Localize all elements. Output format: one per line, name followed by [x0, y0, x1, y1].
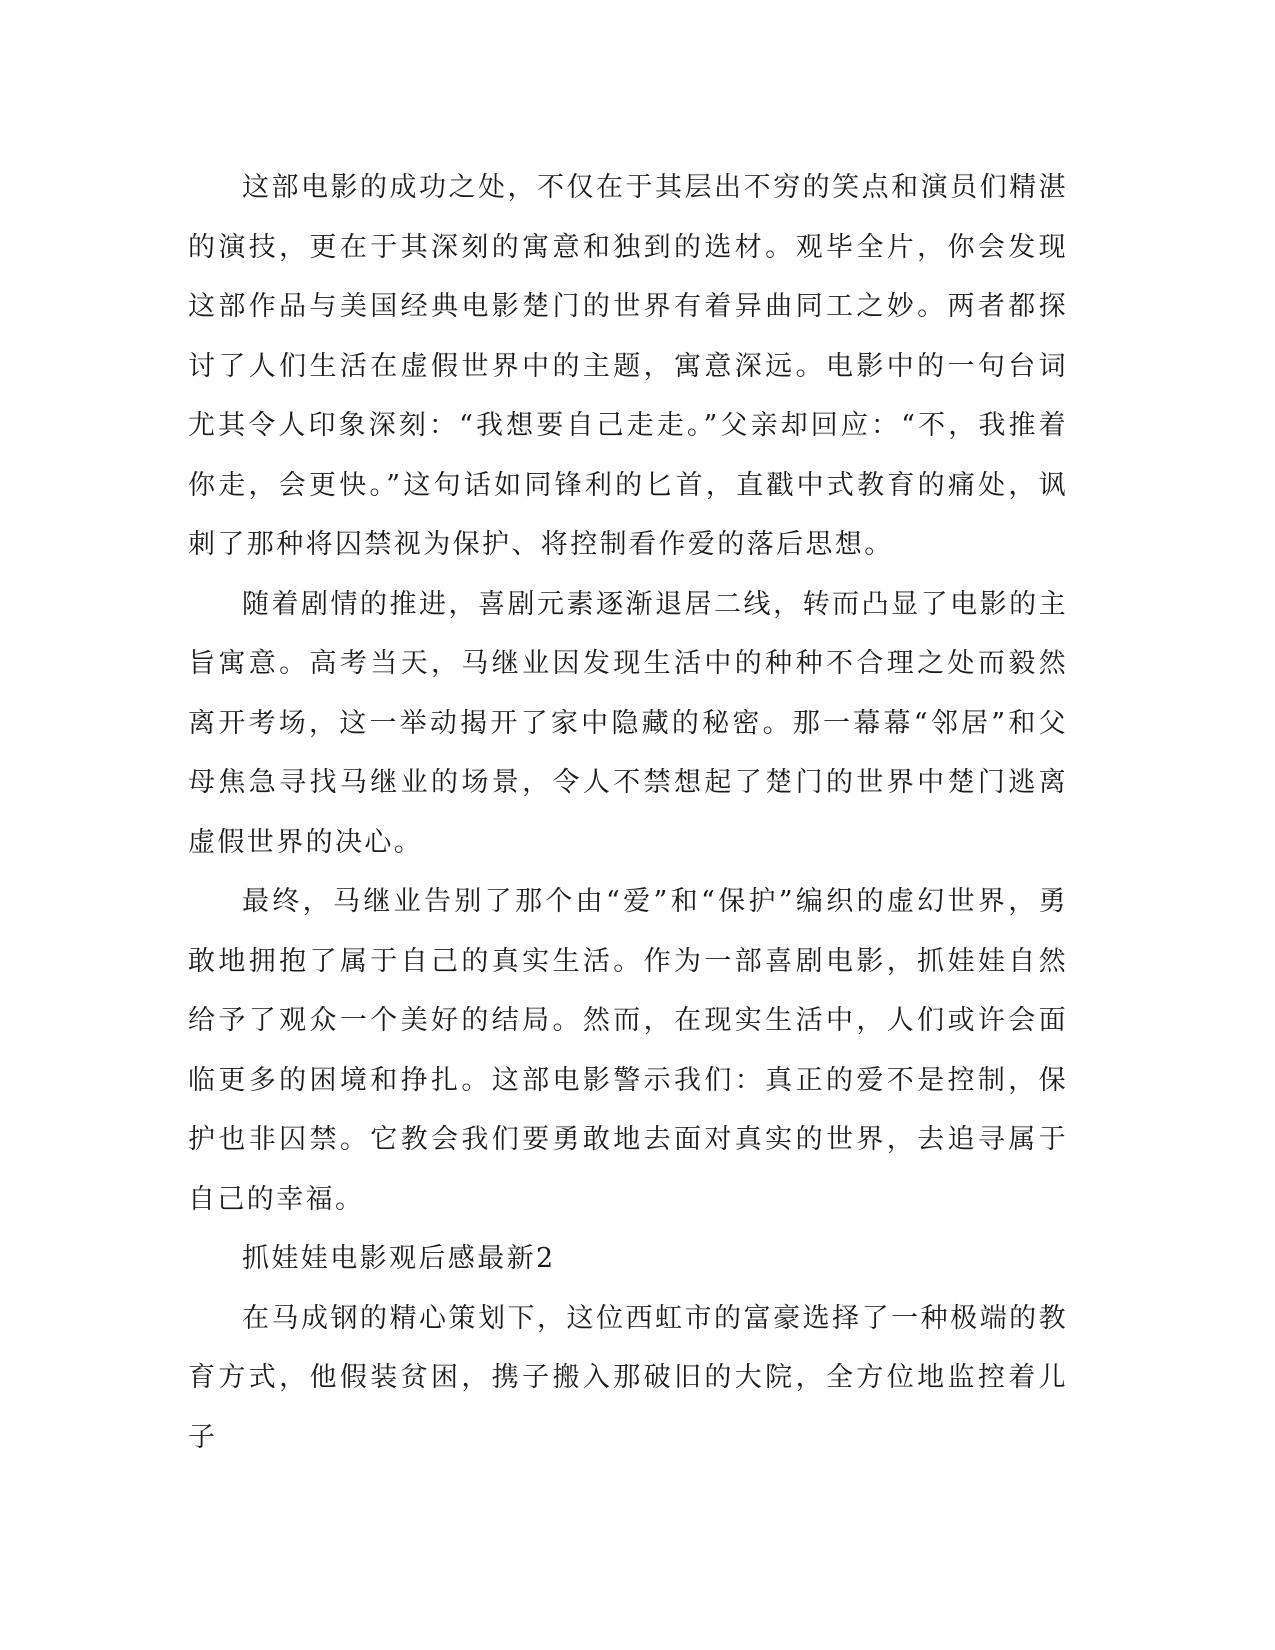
- paragraph-1: 这部电影的成功之处，不仅在于其层出不穷的笑点和演员们精湛的演技，更在于其深刻的寓意和独到的选材。观毕全片，你会发现这部作品与美国经典电影楚门的世界有着异曲同工之妙。两者都探讨了人们生活在虚假世界中的主题，寓意深远。电影中的一句台词尤其令人印象深刻：“我想要自己走走。”父亲却回应：“不，我推着你走，会更快。”这句话如同锋利的匕首，直戳中式教育的痛处，讽刺了那种将囚禁视为保护、将控制看作爱的落后思想。: [188, 172, 1068, 560]
- paragraph-4: 在马成钢的精心策划下，这位西虹市的富豪选择了一种极端的教育方式，他假装贫困，携子搬入那破旧的大院，全方位地监控着儿子: [188, 1302, 1068, 1453]
- section-heading: 抓娃娃电影观后感最新2: [242, 1243, 556, 1274]
- document-body: [188, 158, 1068, 1467]
- paragraph-2: 随着剧情的推进，喜剧元素逐渐退居二线，转而凸显了电影的主旨寓意。高考当天，马继业因发现生活中的种种不合理之处而毅然离开考场，这一举动揭开了家中隐藏的秘密。那一幕幕“邻居”和父母焦急寻找马继业的场景，令人不禁想起了楚门的世界中楚门逃离虚假世界的决心。: [188, 588, 1068, 858]
- paragraph-3: 最终，马继业告别了那个由“爱”和“保护”编织的虚幻世界，勇敢地拥抱了属于自己的真实生活。作为一部喜剧电影，抓娃娃自然给予了观众一个美好的结局。然而，在现实生活中，人们或许会面临更多的困境和挣扎。这部电影警示我们：真正的爱不是控制，保护也非囚禁。它教会我们要勇敢地去面对真实的世界，去追寻属于自己的幸福。: [188, 886, 1068, 1215]
